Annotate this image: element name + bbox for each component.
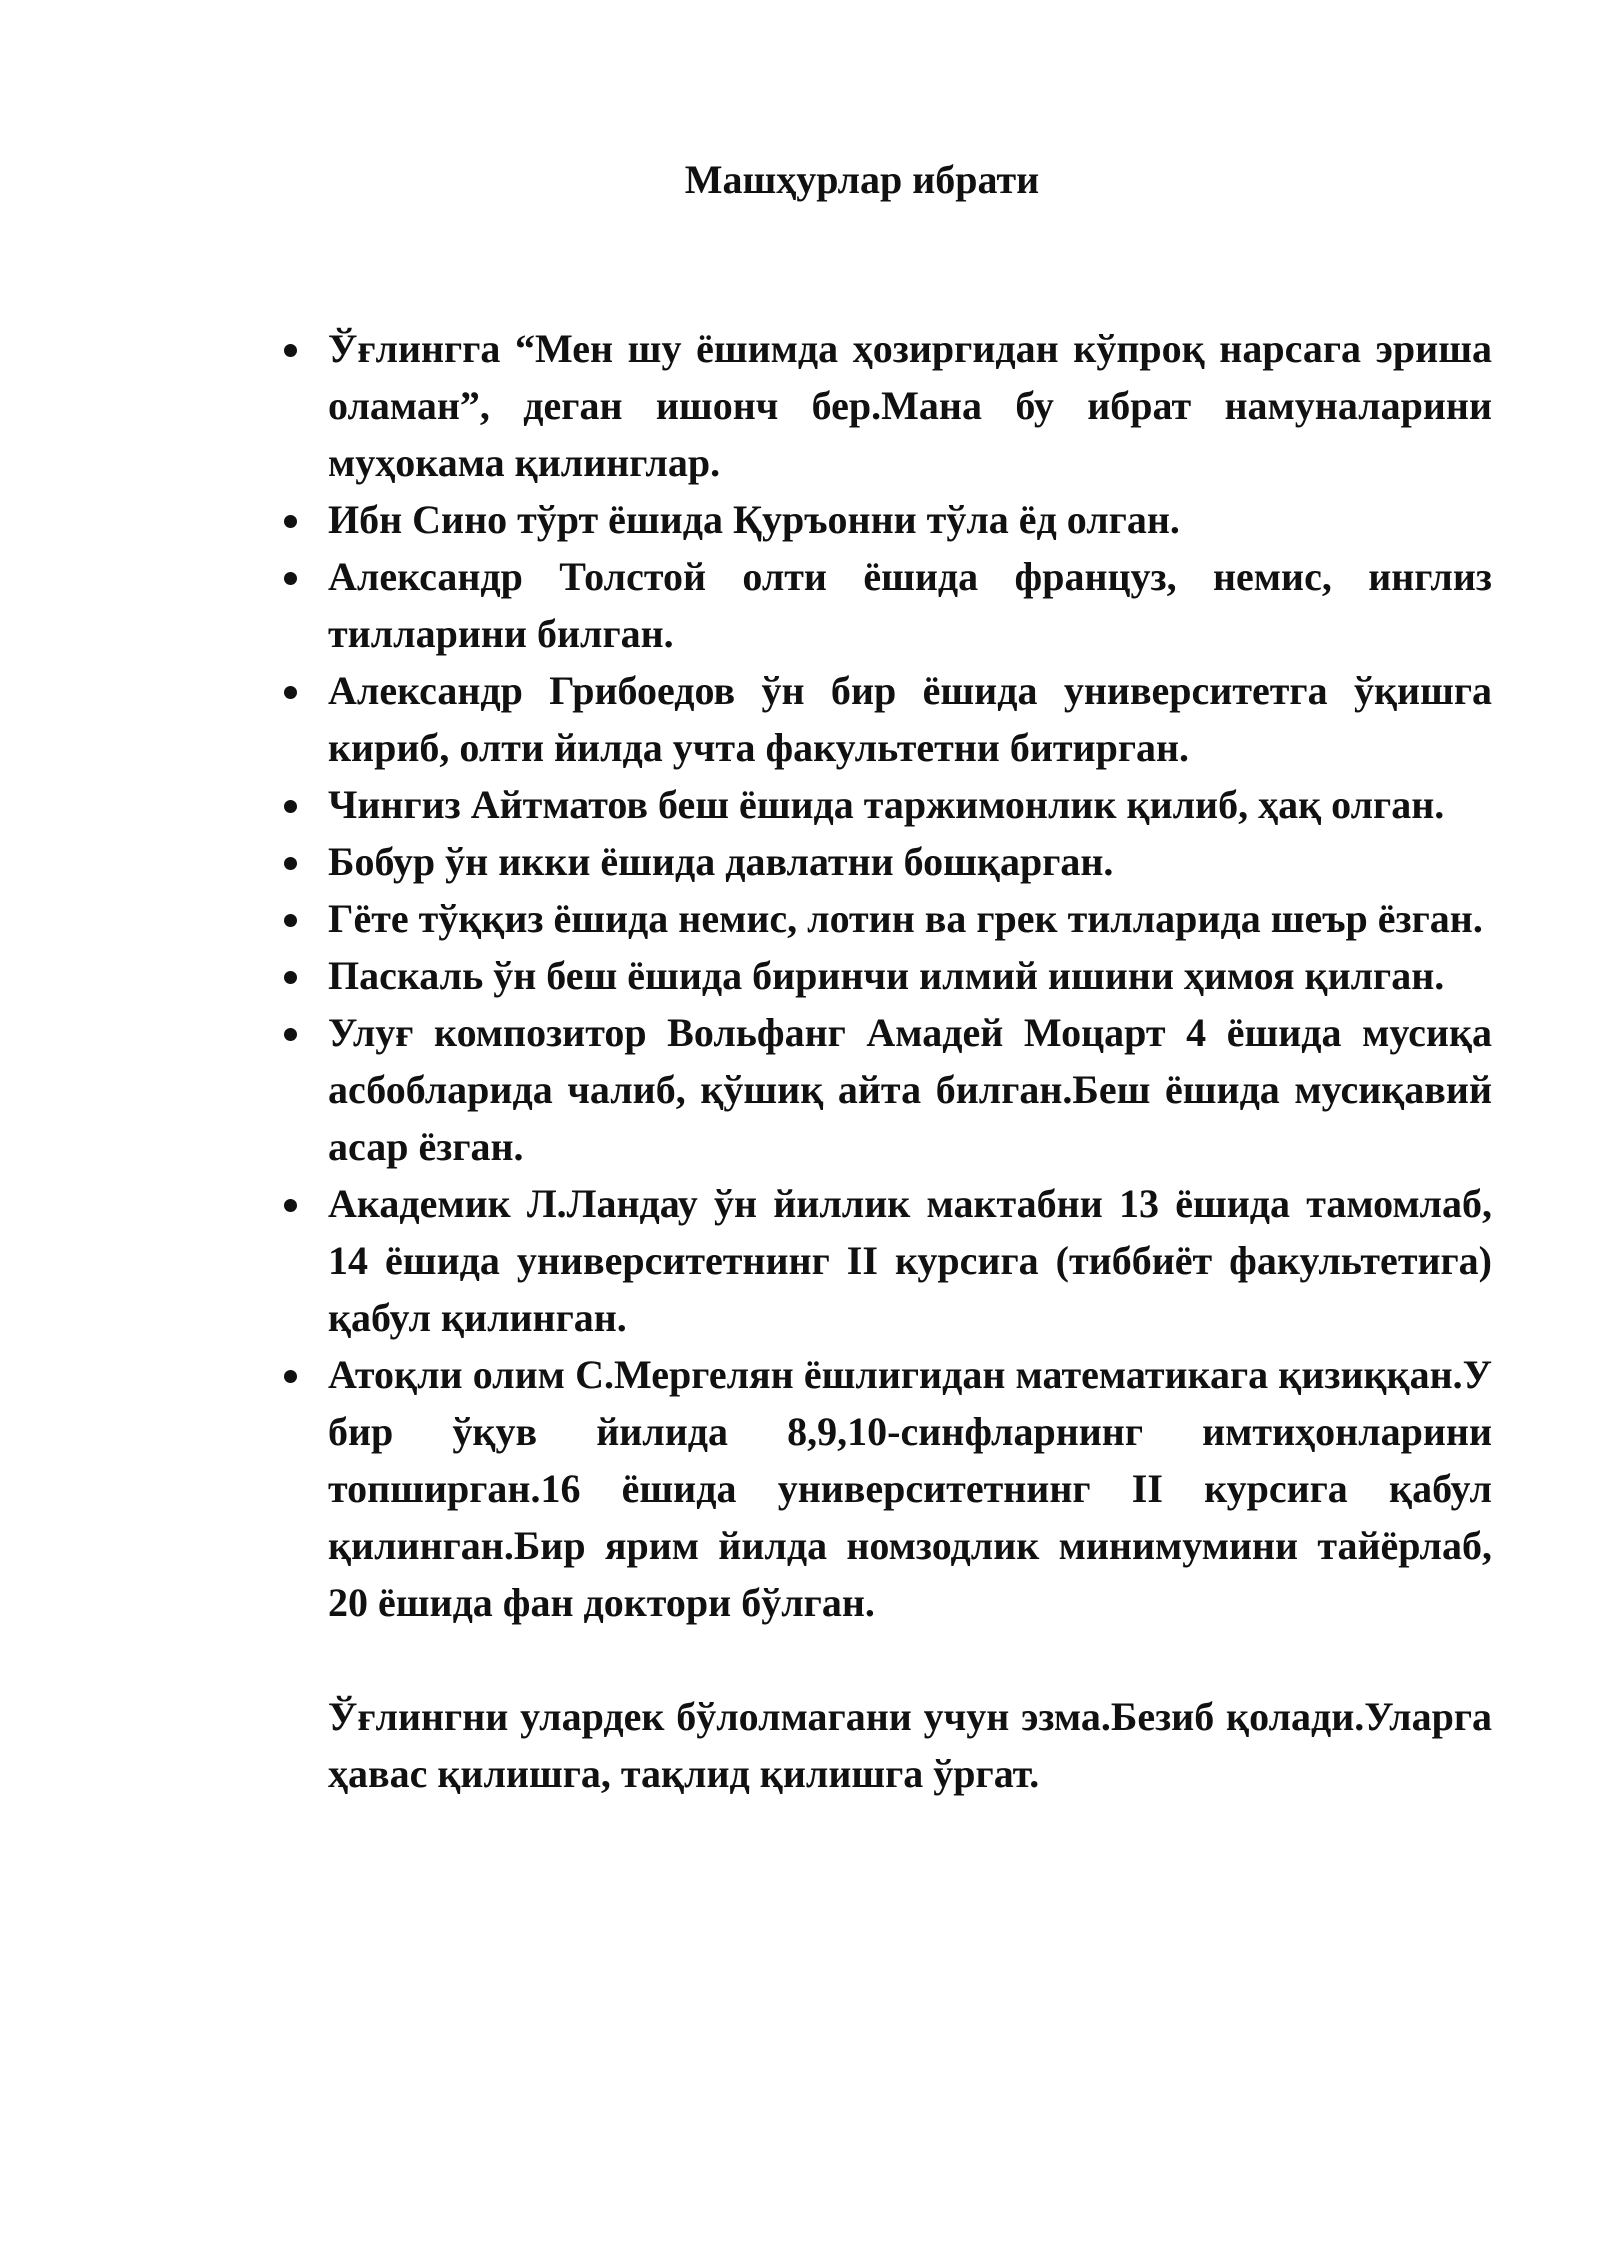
bullet-icon <box>284 857 297 870</box>
list-item <box>272 548 1492 662</box>
bullet-icon <box>284 971 297 984</box>
list-item <box>272 833 1492 890</box>
list-item-text: Ибн Сино тўрт ёшида Қуръонни тўла ёд олган. <box>328 497 1180 542</box>
bullet-icon <box>284 914 297 927</box>
list-item-text: Александр Грибоедов ўн бир ёшида университетга ўқишга кириб, олти йилда учта факультетни битирган. <box>328 668 1492 770</box>
list-item-text: Паскаль ўн беш ёшида биринчи илмий ишини ҳимоя қилган. <box>328 953 1445 998</box>
list-item-text: Гёте тўққиз ёшида немис, лотин ва грек тилларида шеър ёзган. <box>328 896 1483 941</box>
bullet-icon <box>284 800 297 813</box>
list-item-text: Бобур ўн икки ёшида давлатни бошқарган. <box>328 839 1114 884</box>
bullet-icon <box>284 572 297 585</box>
facts-list <box>272 320 1492 1631</box>
list-item <box>272 320 1492 491</box>
list-item <box>272 776 1492 833</box>
bullet-icon <box>284 1028 297 1041</box>
list-item-text: Чингиз Айтматов беш ёшида таржимонлик қилиб, ҳақ олган. <box>328 782 1445 827</box>
list-item <box>272 491 1492 548</box>
list-item <box>272 1004 1492 1175</box>
list-item <box>272 1346 1492 1631</box>
list-item-text: Улуғ композитор Вольфанг Амадей Моцарт 4 ёшида мусиқа асбобларида чалиб, қўшиқ айта билган.Беш ёшида мусиқавий асар ёзган. <box>328 1010 1492 1169</box>
list-item-text: Атоқли олим С.Мергелян ёшлигидан математикага қизиққан.У бир ўқув йилида 8,9,10-синфларнинг имтиҳонларини топширган.16 ёшида университетнинг II курсига қабул қилинган.Бир ярим йилда номзодлик минимумини тайёрлаб, 20 ёшида фан доктори бўлган. <box>328 1352 1492 1625</box>
page-title: Машҳурлар ибрати <box>684 157 1040 202</box>
bullet-icon <box>284 686 297 699</box>
document-body <box>272 320 1492 1802</box>
list-item-text: Александр Толстой олти ёшида француз, немис, инглиз тилларини билган. <box>328 554 1492 656</box>
bullet-icon <box>284 1370 297 1383</box>
list-item <box>272 1175 1492 1346</box>
list-item-text: Ўғлингга “Мен шу ёшимда ҳозиргидан кўпроқ нарсага эриша оламан”, деган ишонч бер.Мана бу ибрат намуналарини муҳокама қилинглар. <box>328 326 1492 485</box>
list-item <box>272 890 1492 947</box>
list-item <box>272 947 1492 1004</box>
list-item <box>272 662 1492 776</box>
bullet-icon <box>284 1199 297 1212</box>
closing-paragraph: Ўғлингни улардек бўлолмагани учун эзма.Безиб қолади.Уларга ҳавас қилишга, тақлид қилишга ўргат. <box>328 1694 1492 1796</box>
bullet-icon <box>284 515 297 528</box>
list-item-text: Академик Л.Ландау ўн йиллик мактабни 13 ёшида тамомлаб, 14 ёшида университетнинг II курсига (тиббиёт факультетига) қабул қилинган. <box>328 1181 1492 1340</box>
bullet-icon <box>284 344 297 357</box>
